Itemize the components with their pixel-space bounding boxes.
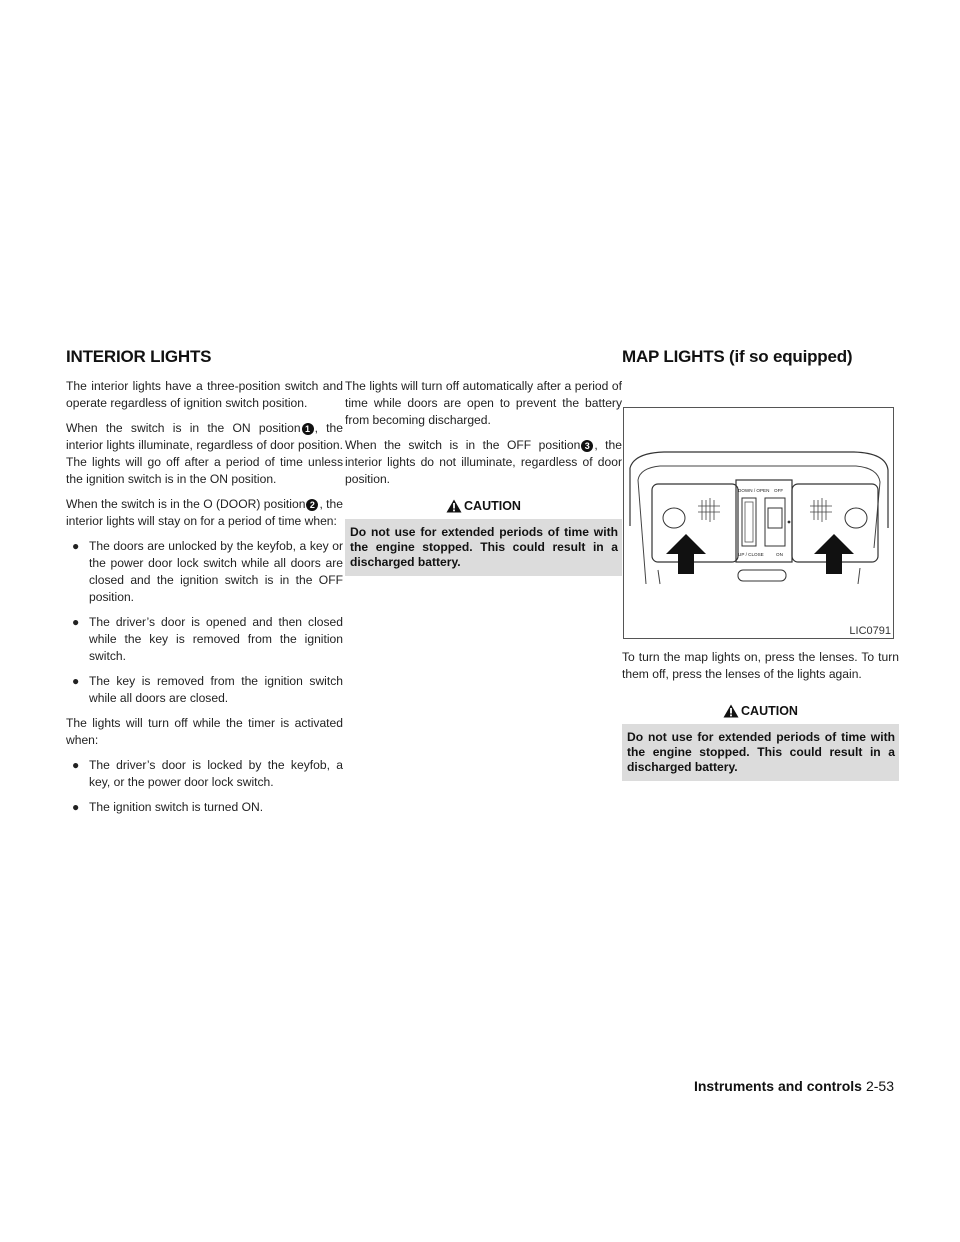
paragraph-text: When the switch is in the O (DOOR) position — [66, 497, 306, 511]
section-heading-map-lights: MAP LIGHTS (if so equipped) — [622, 347, 853, 366]
list-item-text: The driver’s door is locked by the keyfob, a key, or the power door lock switch. — [89, 758, 343, 789]
interior-lights-column-2 — [345, 378, 622, 576]
up-arrow-icon — [666, 534, 706, 574]
paragraph — [66, 496, 343, 530]
list-item — [66, 757, 343, 791]
caution-title: CAUTION — [741, 704, 798, 718]
map-lights-column — [622, 649, 899, 781]
list-item — [66, 538, 343, 606]
paragraph: The interior lights have a three-position switch and operate regardless of ignition switch position. — [66, 379, 343, 410]
list-item-text: The doors are unlocked by the keyfob, a key or the power door lock switch while all doors are closed and the ignition switch is in the OFF position. — [89, 539, 343, 604]
paragraph: To turn the map lights on, press the lenses. To turn them off, press the lenses of the lights again. — [622, 650, 899, 681]
map-lights-figure — [623, 407, 894, 639]
paragraph — [66, 420, 343, 488]
list-item — [66, 673, 343, 707]
warning-triangle-icon — [723, 704, 739, 718]
section-heading-interior-lights: INTERIOR LIGHTS — [66, 347, 212, 366]
paragraph: The lights will turn off automatically after a period of time while doors are open to prevent the battery from becoming discharged. — [345, 379, 622, 427]
paragraph-text: When the switch is in the ON position — [66, 421, 301, 435]
paragraph — [345, 437, 622, 488]
warning-triangle-icon — [446, 499, 462, 513]
callout-number-icon: 3 — [581, 440, 593, 452]
map-lights-illustration — [624, 408, 893, 638]
bullet-icon: ● — [72, 615, 80, 629]
callout-number-icon: 2 — [306, 499, 318, 511]
paragraph-text: , the interior lights will stay on for a period of time when: — [66, 497, 343, 528]
figure-label-down-open: DOWN / OPEN — [738, 488, 770, 493]
bullet-icon: ● — [72, 800, 80, 814]
figure-label-up-close: UP / CLOSE — [738, 552, 764, 557]
list-item — [66, 799, 343, 816]
caution-box: Do not use for extended periods of time with the engine stopped. This could result in a discharged battery. — [345, 519, 622, 576]
caution-heading — [345, 498, 622, 515]
list-item-text: The ignition switch is turned ON. — [89, 800, 264, 814]
caution-box: Do not use for extended periods of time with the engine stopped. This could result in a discharged battery. — [622, 724, 899, 781]
list-item-text: The key is removed from the ignition switch while all doors are closed. — [89, 674, 343, 705]
caution-title: CAUTION — [464, 499, 521, 513]
footer-section-title: Instruments and controls — [693, 1078, 862, 1094]
bullet-icon: ● — [72, 674, 80, 688]
paragraph-text: , the interior lights do not illuminate, regardless of door position. — [345, 438, 622, 486]
page-footer — [694, 1078, 894, 1094]
bullet-list — [66, 757, 343, 816]
figure-label-on: ON — [776, 552, 783, 557]
paragraph-text: When the switch is in the OFF position — [345, 438, 581, 452]
figure-label: LIC0791 — [849, 625, 891, 637]
bullet-icon: ● — [72, 539, 80, 553]
list-item — [66, 614, 343, 665]
callout-number-icon: 1 — [302, 423, 314, 435]
paragraph: The lights will turn off while the timer is activated when: — [66, 716, 343, 747]
list-item-text: The driver’s door is opened and then closed while the key is removed from the ignition switch. — [89, 615, 343, 663]
interior-lights-column-1 — [66, 378, 343, 824]
paragraph-text: , the interior lights illuminate, regardless of door position. The lights will go off after a period of time unless the ignition switch is in the ON position. — [66, 421, 343, 486]
up-arrow-icon — [814, 534, 854, 574]
page-number: 2-53 — [865, 1078, 894, 1094]
bullet-icon: ● — [72, 758, 80, 772]
bullet-list — [66, 538, 343, 707]
caution-heading — [622, 703, 899, 720]
figure-label-off: OFF — [774, 488, 784, 493]
